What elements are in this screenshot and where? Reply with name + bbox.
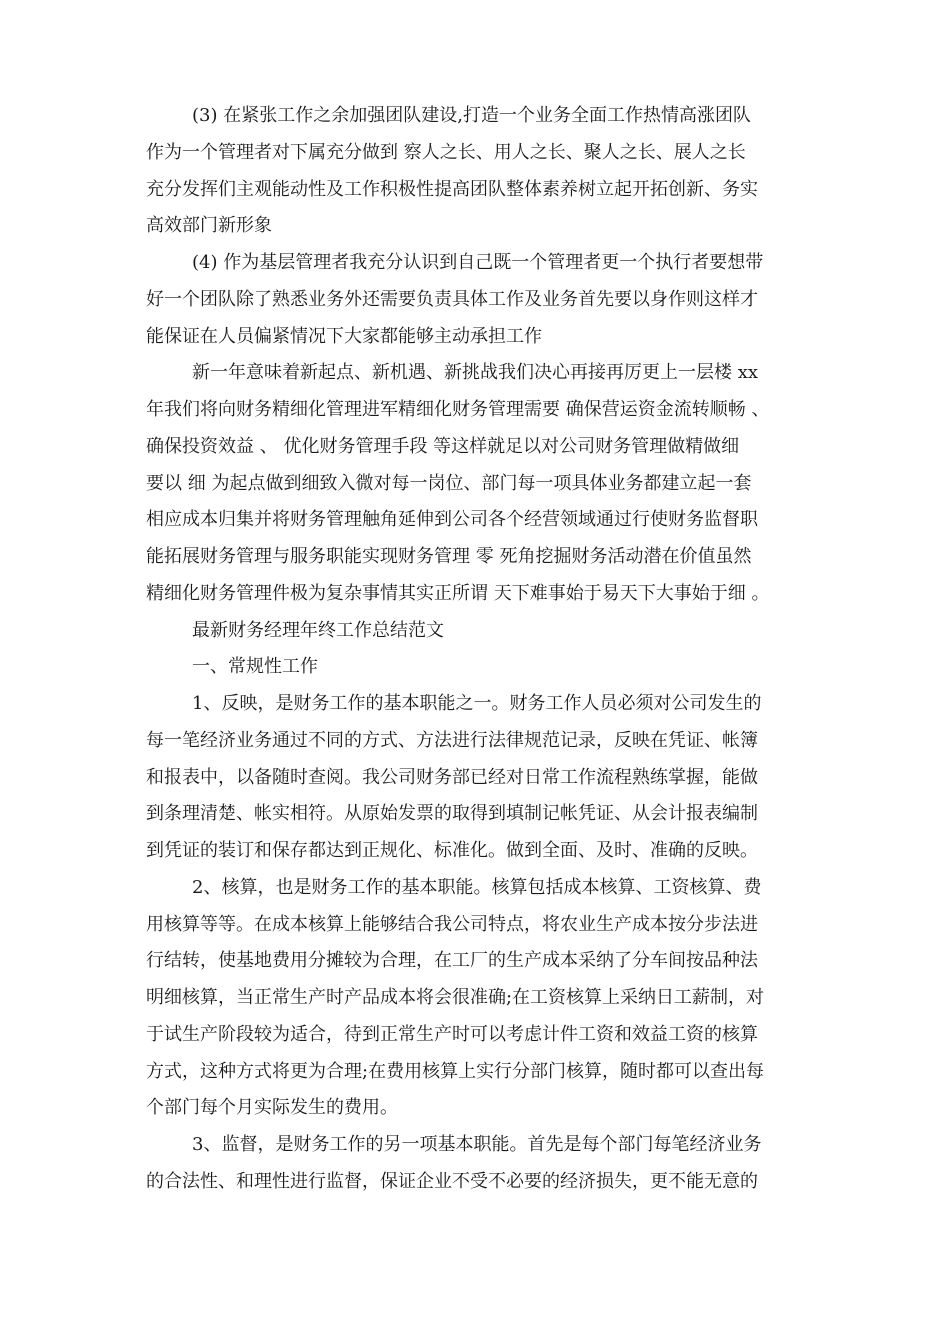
- text-line: 能保证在人员偏紧情况下大家都能够主动承担工作: [146, 325, 542, 347]
- text-line: 每一笔经济业务通过不同的方式、方法进行法律规范记录，反映在凭证、帐簿: [146, 729, 758, 751]
- text-line: 精细化财务管理件极为复杂事情其实正所谓 天下难事始于易天下大事始于细 。: [146, 582, 770, 604]
- text-line: 新一年意味着新起点、新机遇、新挑战我们决心再接再厉更上一层楼 xx: [192, 362, 759, 384]
- text-line: 确保投资效益 、 优化财务管理手段 等这样就足以对公司财务管理做精做细: [146, 435, 740, 457]
- text-line: 年我们将向财务精细化管理进军精细化财务管理需要 确保营运资金流转顺畅 、: [146, 399, 770, 420]
- text-line: 1、反映，是财务工作的基本职能之一。财务工作人员必须对公司发生的: [192, 693, 762, 714]
- text-line: 最新财务经理年终工作总结范文: [192, 619, 444, 641]
- text-line: 到条理清楚、帐实相符。从原始发票的取得到填制记帐凭证、从会计报表编制: [146, 803, 758, 825]
- text-line: 一、常规性工作: [192, 656, 318, 678]
- text-line: 于试生产阶段较为适合，待到正常生产时可以考虑计件工资和效益工资的核算: [146, 1023, 758, 1045]
- text-line: 和报表中，以备随时查阅。我公司财务部已经对日常工作流程熟练掌握，能做: [146, 766, 758, 788]
- text-line: 2、核算，也是财务工作的基本职能。核算包括成本核算、工资核算、费: [192, 876, 762, 898]
- text-line: 充分发挥们主观能动性及工作积极性提高团队整体素养树立起开拓创新、务实: [146, 178, 758, 200]
- text-line: 方式，这种方式将更为合理;在费用核算上实行分部门核算，随时都可以查出每: [146, 1060, 765, 1082]
- text-line: 相应成本归集并将财务管理触角延伸到公司各个经营领域通过行使财务监督职: [146, 509, 758, 531]
- text-line: (4) 作为基层管理者我充分认识到自己既一个管理者更一个执行者要想带: [192, 252, 764, 273]
- text-line: 3、监督，是财务工作的另一项基本职能。首先是每个部门每笔经济业务: [192, 1134, 762, 1155]
- text-line: 高效部门新形象: [146, 215, 272, 237]
- text-line: 好一个团队除了熟悉业务外还需要负责具体工作及业务首先要以身作则这样才: [146, 288, 758, 310]
- text-line: 到凭证的装订和保存都达到正规化、标准化。做到全面、及时、准确的反映。: [146, 840, 758, 861]
- text-line: 个部门每个月实际发生的费用。: [146, 1097, 398, 1119]
- text-line: 作为一个管理者对下属充分做到 察人之长、用人之长、聚人之长、展人之长: [146, 141, 746, 163]
- text-line: 明细核算，当正常生产时产品成本将会很准确;在工资核算上采纳日工薪制，对: [146, 987, 765, 1008]
- text-line: 行结转，使基地费用分摊较为合理，在工厂的生产成本采纳了分车间按品种法: [146, 950, 758, 972]
- text-line: 能拓展财务管理与服务职能实现财务管理 零 死角挖掘财务活动潜在价值虽然: [146, 546, 752, 567]
- text-line: 要以 细 为起点做到细致入微对每一岗位、部门每一项具体业务都建立起一套: [146, 472, 752, 494]
- text-line: 的合法性、和理性进行监督，保证企业不受不必要的经济损失，更不能无意的: [146, 1170, 758, 1192]
- text-line: 用核算等等。在成本核算上能够结合我公司特点，将农业生产成本按分步法进: [146, 913, 758, 935]
- text-line: (3) 在紧张工作之余加强团队建设,打造一个业务全面工作热情高涨团队: [192, 105, 751, 126]
